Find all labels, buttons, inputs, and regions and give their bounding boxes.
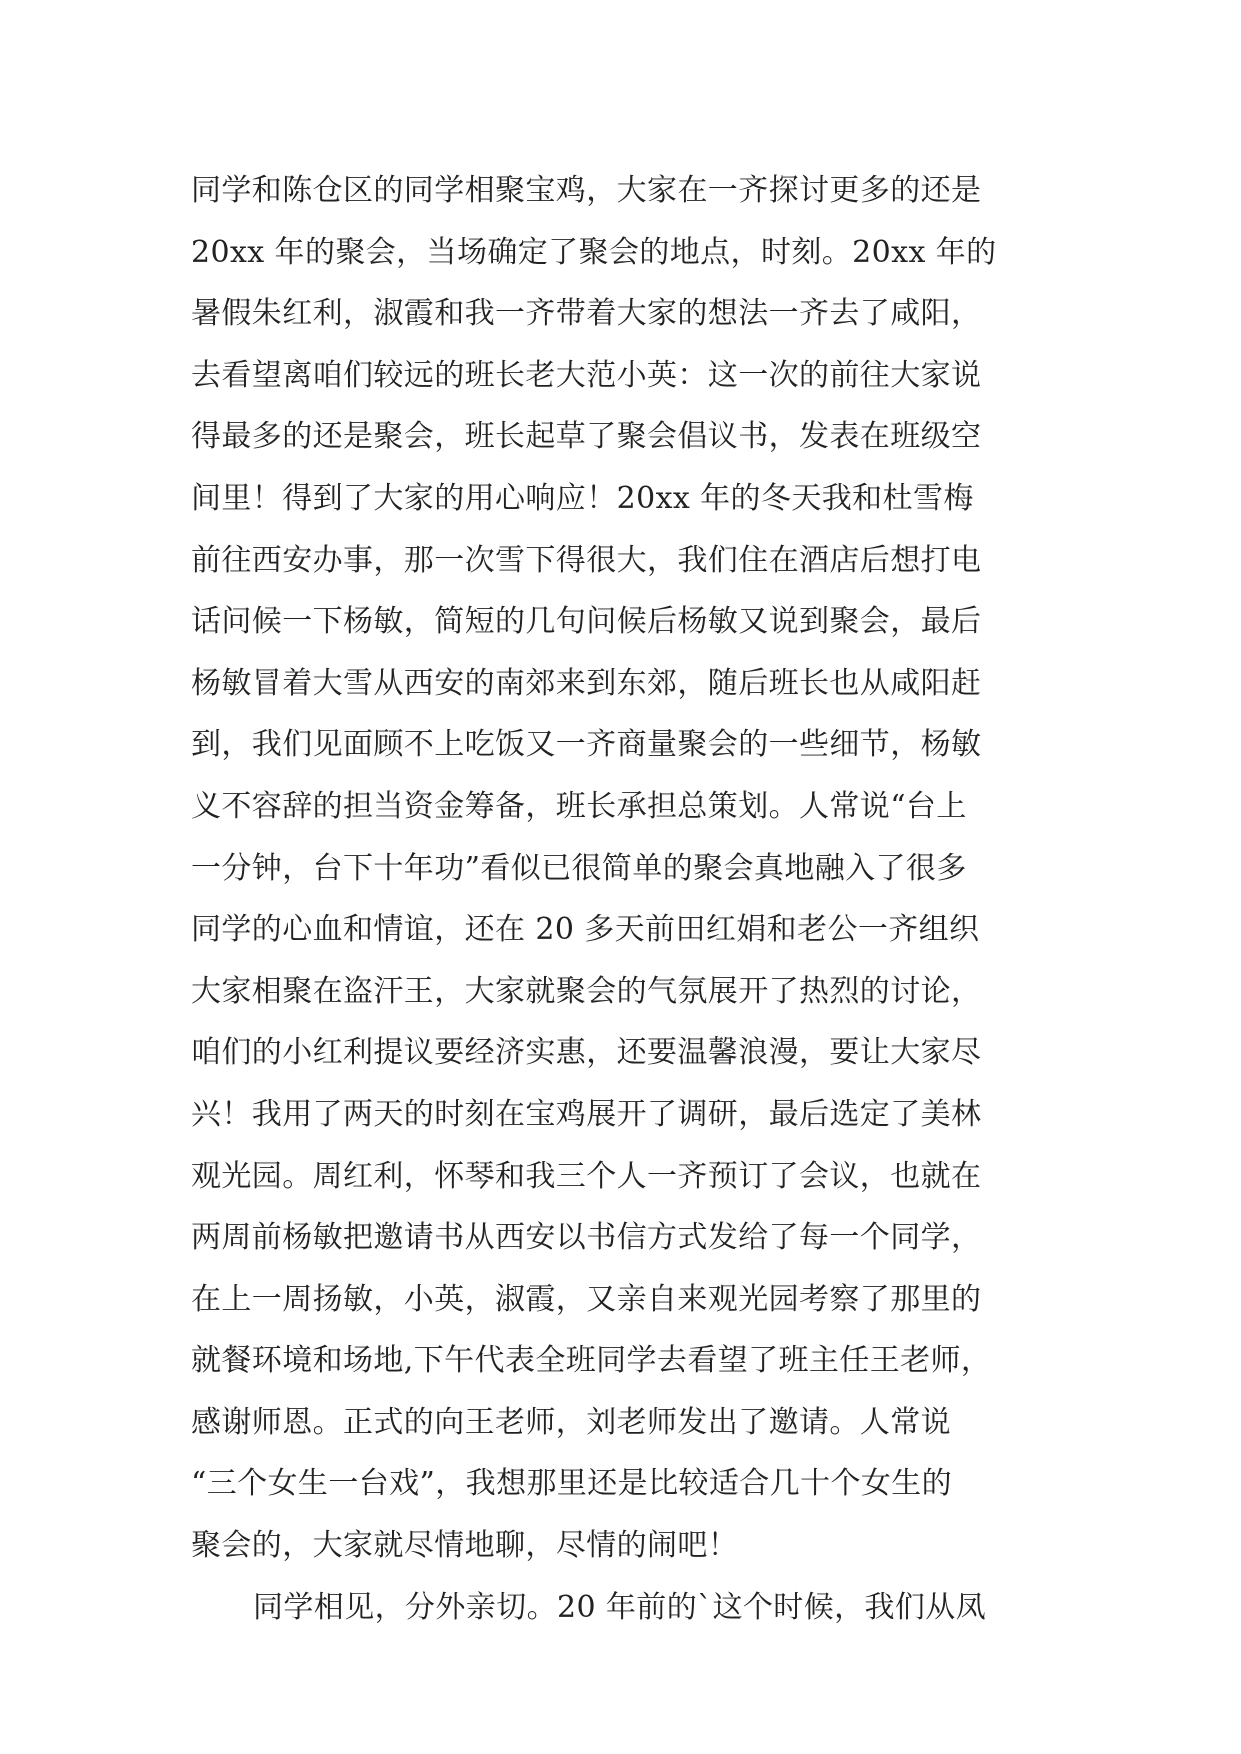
text-line: 20xx 年的聚会，当场确定了聚会的地点，时刻。20xx 年的	[191, 234, 997, 270]
text-line: 杨敏冒着大雪从西安的南郊来到东郊，随后班长也从咸阳赶	[191, 665, 982, 701]
text-line: 同学和陈仓区的同学相聚宝鸡，大家在一齐探讨更多的还是	[191, 173, 982, 208]
text-line: 间里！得到了大家的用心响应！20xx 年的冬天我和杜雪梅	[191, 480, 974, 516]
text-line: 话问候一下杨敏，简短的几句问候后杨敏又说到聚会，最后	[191, 604, 982, 640]
text-line: 就餐环境和场地,下午代表全班同学去看望了班主任王老师，	[191, 1343, 992, 1379]
text-line: 得最多的还是聚会，班长起草了聚会倡议书，发表在班级空	[191, 419, 982, 455]
text-line: 一分钟，台下十年功”看似已很简单的聚会真地融入了很多	[191, 850, 967, 886]
text-line: 感谢师恩。正式的向王老师，刘老师发出了邀请。人常说	[191, 1404, 951, 1440]
text-line: “三个女生一台戏”，我想那里还是比较适合几十个女生的	[191, 1466, 953, 1502]
text-line: 前往西安办事，那一次雪下得很大，我们住在酒店后想打电	[191, 542, 982, 578]
body-text	[191, 160, 1071, 1638]
text-line: 大家相聚在盗汗王，大家就聚会的气氛展开了热烈的讨论，	[191, 973, 982, 1009]
text-line: 到，我们见面顾不上吃饭又一齐商量聚会的一些细节，杨敏	[191, 727, 982, 763]
text-line: 聚会的，大家就尽情地聊，尽情的闹吧！	[191, 1528, 739, 1564]
text-line: 在上一周扬敏，小英，淑霞，又亲自来观光园考察了那里的	[191, 1281, 982, 1317]
text-line: 去看望离咱们较远的班长老大范小英：这一次的前往大家说	[191, 357, 982, 393]
text-line: 观光园。周红利，怀琴和我三个人一齐预订了会议，也就在	[191, 1158, 982, 1194]
text-line: 义不容辞的担当资金筹备，班长承担总策划。人常说“台上	[191, 788, 967, 824]
text-line: 暑假朱红利，淑霞和我一齐带着大家的想法一齐去了咸阳，	[191, 296, 982, 332]
text-line: 两周前杨敏把邀请书从西安以书信方式发给了每一个同学，	[191, 1220, 982, 1256]
paragraph-first-line: 同学相见，分外亲切。20 年前的`这个时候，我们从凤	[253, 1589, 987, 1625]
text-line: 兴！我用了两天的时刻在宝鸡展开了调研，最后选定了美林	[191, 1096, 982, 1132]
text-line: 同学的心血和情谊，还在 20 多天前田红娟和老公一齐组织	[191, 912, 980, 948]
text-line: 咱们的小红利提议要经济实惠，还要温馨浪漫，要让大家尽	[191, 1035, 982, 1071]
